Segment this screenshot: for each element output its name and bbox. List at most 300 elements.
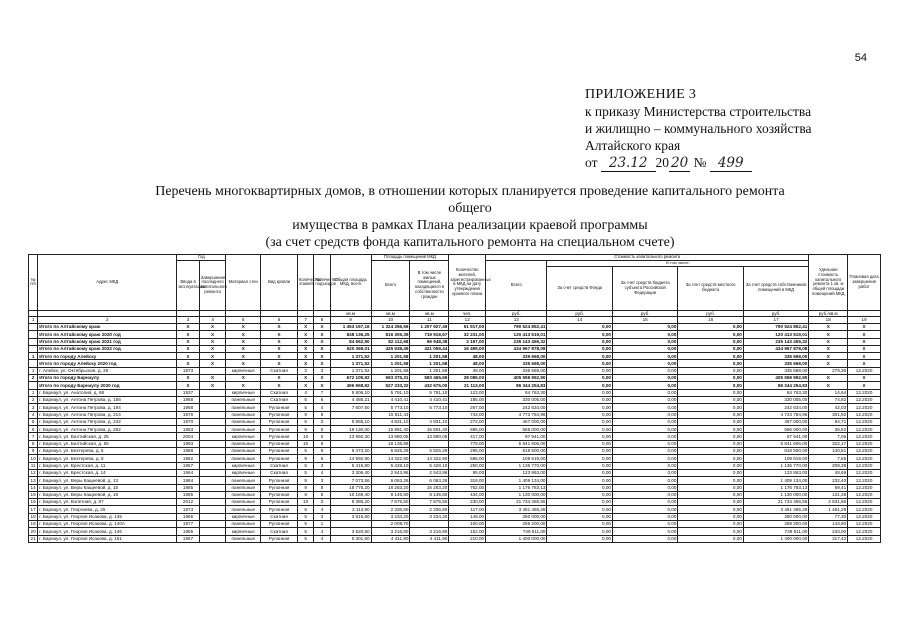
table-cell: 143,90: [809, 521, 848, 528]
table-cell: панельные: [226, 448, 261, 455]
table-cell: 7 073,56: [330, 477, 371, 484]
table-row: [29, 433, 881, 440]
table-cell: [330, 440, 371, 447]
table-cell: 3 461 465,28: [743, 506, 808, 513]
table-cell: 149,00: [449, 513, 486, 520]
table-cell: 9 386,20: [330, 499, 371, 506]
table-cell: 4 723 784,96: [743, 411, 808, 418]
table-cell: 123 863,00: [486, 469, 547, 476]
table-cell: 4: [29, 411, 38, 418]
table-cell: X: [177, 360, 200, 367]
table-cell: 565 000,00: [486, 426, 547, 433]
table-cell: 0,00: [678, 338, 743, 345]
table-cell: 1970: [177, 418, 200, 425]
table-cell: [199, 535, 226, 542]
table-cell: 18 775,20: [330, 484, 371, 491]
document-heading: [150, 183, 790, 251]
table-cell: 405 559 992,90: [486, 375, 547, 382]
table-cell: 1968: [177, 396, 200, 403]
unit-cell: [261, 310, 298, 317]
table-cell: 0,00: [612, 367, 677, 374]
table-cell: 4: [314, 506, 330, 513]
table-cell: 16: [29, 499, 38, 506]
summary-row: [29, 353, 881, 360]
table-cell: X: [314, 360, 330, 367]
table-cell: 0,00: [547, 448, 612, 455]
table-cell: 8: [29, 440, 38, 447]
table-cell: 5 955,10: [330, 418, 371, 425]
table-cell: [330, 521, 371, 528]
table-cell: 0,00: [678, 535, 743, 542]
column-number-cell: 9: [330, 317, 371, 324]
table-cell: 335 668,00: [743, 360, 808, 367]
houses-table: [28, 254, 881, 543]
table-cell: 2 543,96: [410, 469, 449, 476]
table-cell: 48,00: [449, 367, 486, 374]
table-cell: 0,00: [678, 375, 743, 382]
table-cell: 2012: [177, 499, 200, 506]
summary-row: [29, 375, 881, 382]
table-cell: 421 059,44: [410, 345, 449, 352]
column-number-cell: 15: [612, 317, 677, 324]
table-cell: 74,82: [809, 396, 848, 403]
table-cell: X: [261, 345, 298, 352]
table-cell: кирпичные: [226, 462, 261, 469]
table-cell: панельные: [226, 535, 261, 542]
table-cell: Рулонная: [261, 521, 298, 528]
table-cell: 848 136,25: [330, 331, 371, 338]
table-cell: 97 941,00: [743, 433, 808, 440]
table-cell: 496 968,92: [330, 382, 371, 389]
table-cell: 3: [314, 499, 330, 506]
table-cell: [199, 521, 226, 528]
table-cell: 520 368,01: [330, 345, 371, 352]
table-cell: 0,00: [547, 499, 612, 506]
table-cell: 0,00: [678, 389, 743, 396]
table-cell: 0,00: [547, 404, 612, 411]
table-cell: 2: [29, 396, 38, 403]
unit-cell: [226, 310, 261, 317]
table-cell: 335 668,00: [486, 367, 547, 374]
table-cell: Рулонная: [261, 448, 298, 455]
table-cell: 10: [297, 499, 313, 506]
address-cell: г. Барнаул, ул. Брестская, д. 14: [38, 469, 177, 476]
table-cell: 42,03: [809, 404, 848, 411]
table-cell: 0,00: [612, 513, 677, 520]
table-cell: X: [226, 338, 261, 345]
table-cell: 335 668,00: [743, 353, 808, 360]
table-cell: 434 967 878,08: [743, 345, 808, 352]
table-cell: панельные: [226, 455, 261, 462]
table-cell: 0,00: [612, 455, 677, 462]
table-cell: 14,64: [809, 389, 848, 396]
table-cell: X: [848, 331, 881, 338]
table-cell: 13 880,05: [410, 433, 449, 440]
table-cell: 0,00: [612, 360, 677, 367]
table-cell: кирпичные: [226, 367, 261, 374]
table-cell: X: [297, 353, 313, 360]
address-cell: г. Барнаул, ул. Веры Кащеевой, д. 15: [38, 484, 177, 491]
table-cell: 5 841 606,00: [486, 440, 547, 447]
table-cell: [29, 382, 38, 389]
table-cell: 295,00: [449, 448, 486, 455]
table-cell: 1 400 000,00: [743, 535, 808, 542]
col-unit-cost: Удельная стоимость капитального ремонта 1 кв. м общей площади помещений МКД: [809, 255, 848, 311]
table-cell: 84 763,30: [486, 389, 547, 396]
table-cell: X: [848, 375, 881, 382]
column-number-cell: 14: [547, 317, 612, 324]
table-cell: 3 216,80: [371, 528, 410, 535]
heading-line-3: (за счет средств фонда капитального ремонта на специальном счете): [265, 235, 675, 250]
col-num: № п/п: [29, 255, 38, 311]
table-cell: 0,00: [612, 382, 677, 389]
table-cell: 86 344 254,83: [486, 382, 547, 389]
table-cell: 0,00: [678, 499, 743, 506]
table-cell: 0,00: [678, 367, 743, 374]
table-cell: 434 967 878,08: [486, 345, 547, 352]
table-row: [29, 440, 881, 447]
table-cell: 0,00: [678, 477, 743, 484]
table-cell: 0,00: [612, 411, 677, 418]
page-number: 54: [854, 52, 867, 64]
table-cell: [199, 513, 226, 520]
table-cell: 1965: [177, 513, 200, 520]
table-cell: 0,00: [612, 418, 677, 425]
table-cell: 16 499,00: [449, 345, 486, 352]
table-cell: 0,00: [612, 396, 677, 403]
table-cell: X: [226, 345, 261, 352]
table-cell: Скатная: [261, 367, 298, 374]
column-number-cell: 7: [297, 317, 313, 324]
table-cell: 0,00: [547, 521, 612, 528]
column-number-cell: 5: [226, 317, 261, 324]
table-cell: X: [261, 324, 298, 331]
table-cell: 3 197,00: [449, 338, 486, 345]
table-cell: панельные: [226, 426, 261, 433]
table-cell: X: [809, 345, 848, 352]
table-cell: 10: [297, 433, 313, 440]
table-cell: X: [177, 338, 200, 345]
table-cell: 1976: [177, 411, 200, 418]
appendix-line-2: и жилищно – коммунального хозяйства: [585, 121, 812, 136]
table-cell: 1973: [177, 367, 200, 374]
col-roof: Вид кровли: [261, 255, 298, 311]
table-cell: 15 891,40: [410, 426, 449, 433]
table-row: [29, 455, 881, 462]
table-cell: 8: [314, 484, 330, 491]
table-cell: 250,00: [449, 462, 486, 469]
table-cell: 5 841 606,00: [743, 440, 808, 447]
table-cell: X: [226, 375, 261, 382]
column-number-cell: 17: [743, 317, 808, 324]
table-cell: [410, 521, 449, 528]
table-cell: 0,00: [678, 324, 743, 331]
unit-cell: руб.: [486, 310, 547, 317]
table-cell: Рулонная: [261, 484, 298, 491]
table-cell: 267,00: [449, 404, 486, 411]
table-cell: X: [199, 338, 226, 345]
table-cell: 250 000,00: [486, 513, 547, 520]
table-cell: 8: [314, 440, 330, 447]
table-cell: [199, 426, 226, 433]
table-cell: 9: [297, 455, 313, 462]
table-cell: 84 662,90: [330, 338, 371, 345]
table-cell: 816 305,39: [371, 331, 410, 338]
table-cell: Рулонная: [261, 499, 298, 506]
appendix-line-1: к приказу Министерства строительства: [585, 104, 812, 119]
table-cell: X: [226, 353, 261, 360]
address-cell: г. Барнаул, ул. Антона Петрова, д. 194: [38, 404, 177, 411]
table-cell: 0,00: [678, 418, 743, 425]
handwritten-year: 20: [671, 155, 689, 171]
table-cell: 12.2020: [848, 455, 881, 462]
table-cell: 0,00: [547, 324, 612, 331]
table-cell: 0,00: [547, 382, 612, 389]
table-cell: 4: [314, 528, 330, 535]
table-cell: 12.2020: [848, 506, 881, 513]
table-cell: 0,00: [547, 506, 612, 513]
table-cell: 232,40: [809, 477, 848, 484]
table-cell: 0,00: [678, 484, 743, 491]
table-cell: 0,00: [678, 455, 743, 462]
table-cell: 5: [297, 404, 313, 411]
table-cell: X: [261, 331, 298, 338]
table-cell: X: [297, 345, 313, 352]
table-cell: 86 344 254,83: [743, 382, 808, 389]
table-cell: 9: [297, 491, 313, 498]
table-cell: 5: [297, 513, 313, 520]
table-cell: 5: [297, 528, 313, 535]
table-cell: 0,00: [547, 491, 612, 498]
table-cell: X: [809, 338, 848, 345]
summary-row: [29, 382, 881, 389]
table-cell: 1: [29, 353, 38, 360]
table-cell: 1 371,52: [330, 360, 371, 367]
table-cell: 5 825,29: [410, 448, 449, 455]
table-cell: 1965: [177, 528, 200, 535]
houses-table-wrapper: [28, 254, 881, 543]
table-cell: 21 113,00: [449, 382, 486, 389]
table-cell: 66 948,38: [410, 338, 449, 345]
table-row: [29, 506, 881, 513]
table-cell: 242 634,00: [743, 404, 808, 411]
table-cell: X: [314, 375, 330, 382]
table-cell: 18: [29, 513, 38, 520]
unit-cell: кв.м: [410, 310, 449, 317]
table-cell: 5: [297, 396, 313, 403]
col-cost-owners: За счет средств собственников помещений в МКД: [743, 266, 808, 310]
table-cell: 1 130 000,00: [743, 491, 808, 498]
table-cell: 1982: [177, 455, 200, 462]
table-cell: 749 511,00: [486, 528, 547, 535]
address-cell: г. Барнаул, ул. Бехтерева, д. 8: [38, 455, 177, 462]
table-cell: 279,36: [809, 367, 848, 374]
table-cell: X: [226, 324, 261, 331]
table-cell: 5 428,10: [410, 462, 449, 469]
table-cell: 1 201,58: [371, 367, 410, 374]
table-cell: 7: [314, 389, 330, 396]
table-cell: 12.2020: [848, 469, 881, 476]
table-cell: 3: [314, 477, 330, 484]
table-cell: 0,00: [678, 353, 743, 360]
table-cell: X: [848, 382, 881, 389]
table-cell: 5 301,50: [330, 535, 371, 542]
table-cell: 0,00: [612, 353, 677, 360]
appendix-line-3: Алтайского края: [585, 138, 681, 153]
table-cell: панельные: [226, 484, 261, 491]
table-cell: 0,00: [547, 433, 612, 440]
table-cell: 0,00: [547, 418, 612, 425]
table-cell: X: [177, 375, 200, 382]
table-cell: 1988: [177, 448, 200, 455]
table-cell: 301,92: [809, 411, 848, 418]
table-cell: 48,00: [449, 353, 486, 360]
table-cell: 7,65: [809, 455, 848, 462]
table-cell: панельные: [226, 521, 261, 528]
table-cell: 0,00: [547, 411, 612, 418]
address-cell: Итого по Алтайскому краю 2020 год: [38, 331, 177, 338]
table-cell: 1: [29, 389, 38, 396]
address-cell: Итого по городу Барнаулу: [38, 375, 177, 382]
table-cell: 12.2020: [848, 484, 881, 491]
table-row: [29, 426, 881, 433]
address-cell: г. Барнаул, ул. Анатолия, д. 68: [38, 389, 177, 396]
column-number-cell: 19: [848, 317, 881, 324]
table-cell: 405 559 992,90: [743, 375, 808, 382]
table-cell: 749 511,00: [743, 528, 808, 535]
table-cell: 0,00: [547, 455, 612, 462]
table-cell: 15 891,40: [371, 426, 410, 433]
table-cell: [199, 418, 226, 425]
appendix-title: ПРИЛОЖЕНИЕ 3: [585, 87, 697, 102]
table-cell: X: [297, 338, 313, 345]
table-cell: 0,00: [547, 484, 612, 491]
table-cell: 467 000,00: [486, 418, 547, 425]
table-cell: 9: [29, 448, 38, 455]
table-row: [29, 469, 881, 476]
table-cell: 0,00: [678, 513, 743, 520]
address-cell: г. Барнаул, ул. Антона Петрова, д. 242: [38, 418, 177, 425]
table-cell: 120 413 519,01: [743, 331, 808, 338]
column-number-cell: 10: [371, 317, 410, 324]
table-cell: 0,00: [678, 440, 743, 447]
table-cell: 3: [297, 367, 313, 374]
table-cell: X: [809, 324, 848, 331]
table-cell: X: [297, 375, 313, 382]
table-cell: 4: [314, 404, 330, 411]
table-cell: 3: [314, 418, 330, 425]
table-cell: 4 411,90: [371, 535, 410, 542]
table-cell: 2 336,80: [371, 506, 410, 513]
table-cell: X: [261, 360, 298, 367]
table-cell: 12.2020: [848, 521, 881, 528]
table-row: [29, 535, 881, 542]
table-cell: X: [314, 338, 330, 345]
table-cell: 1 201,58: [410, 353, 449, 360]
table-cell: 7: [29, 433, 38, 440]
table-cell: 13: [29, 477, 38, 484]
table-cell: 123 863,00: [743, 469, 808, 476]
unit-cell: [314, 310, 330, 317]
col-cost-local: За счет средств местного бюджета: [678, 266, 743, 310]
table-cell: 6: [314, 426, 330, 433]
address-cell: г. Барнаул, ул. Георгиева, д. 25: [38, 506, 177, 513]
table-cell: 0,00: [678, 469, 743, 476]
col-cost-group: Стоимость капитального ремонта: [486, 255, 809, 261]
table-cell: 19: [29, 521, 38, 528]
table-cell: X: [177, 324, 200, 331]
table-cell: 1 201,58: [371, 360, 410, 367]
table-cell: 0,00: [612, 338, 677, 345]
table-cell: 317,42: [809, 535, 848, 542]
table-cell: 9: [297, 477, 313, 484]
table-cell: 790 524 852,41: [486, 324, 547, 331]
table-cell: 1983: [177, 426, 200, 433]
table-cell: 4 931,10: [410, 418, 449, 425]
table-cell: 0,00: [547, 477, 612, 484]
table-cell: 13 950,30: [330, 433, 371, 440]
table-cell: 0,00: [612, 528, 677, 535]
table-cell: 566 000,00: [743, 426, 808, 433]
table-cell: 1 176 763,13: [743, 484, 808, 491]
table-cell: 1 453 167,16: [330, 324, 371, 331]
table-cell: 10 169,40: [330, 491, 371, 498]
table-cell: 0,00: [612, 440, 677, 447]
table-cell: 13 880,05: [371, 433, 410, 440]
column-number-cell: 4: [199, 317, 226, 324]
table-cell: 0,00: [612, 324, 677, 331]
table-cell: 12.2020: [848, 396, 881, 403]
heading-line-1: Перечень многоквартирных домов, в отношении которых планируется проведение капитального ремонта общего: [155, 184, 785, 216]
table-cell: 21 734 456,55: [743, 499, 808, 506]
table-cell: кирпичные: [226, 528, 261, 535]
table-cell: 1 371,52: [330, 353, 371, 360]
table-cell: 0,00: [612, 404, 677, 411]
table-cell: 12.2020: [848, 404, 881, 411]
table-cell: [199, 506, 226, 513]
column-number-cell: 13: [486, 317, 547, 324]
table-cell: 0,00: [547, 528, 612, 535]
table-cell: X: [297, 360, 313, 367]
table-cell: кирпичные: [226, 389, 261, 396]
table-cell: 0,00: [547, 426, 612, 433]
table-cell: 10: [297, 440, 313, 447]
table-cell: панельные: [226, 491, 261, 498]
table-cell: 7,06: [809, 433, 848, 440]
table-cell: 0,00: [547, 331, 612, 338]
table-cell: X: [809, 375, 848, 382]
table-cell: 6: [314, 455, 330, 462]
table-cell: панельные: [226, 440, 261, 447]
table-cell: 0,00: [547, 462, 612, 469]
unit-cell: руб.: [612, 310, 677, 317]
table-cell: X: [177, 382, 200, 389]
table-cell: 527 333,32: [371, 382, 410, 389]
table-cell: Скатная: [261, 513, 298, 520]
table-cell: 4 485,21: [330, 396, 371, 403]
table-cell: 4: [314, 469, 330, 476]
table-row: [29, 477, 881, 484]
table-cell: 0,00: [678, 462, 743, 469]
table-cell: 35,62: [809, 426, 848, 433]
table-cell: X: [297, 382, 313, 389]
col-area-all: Всего: [371, 260, 410, 310]
table-cell: 4 773 784,96: [486, 411, 547, 418]
table-cell: X: [848, 345, 881, 352]
address-cell: г. Барнаул, ул. Веры Кащеевой, д. 19: [38, 491, 177, 498]
col-floors: Количество этажей: [297, 255, 313, 311]
table-cell: 1 136 770,00: [486, 462, 547, 469]
